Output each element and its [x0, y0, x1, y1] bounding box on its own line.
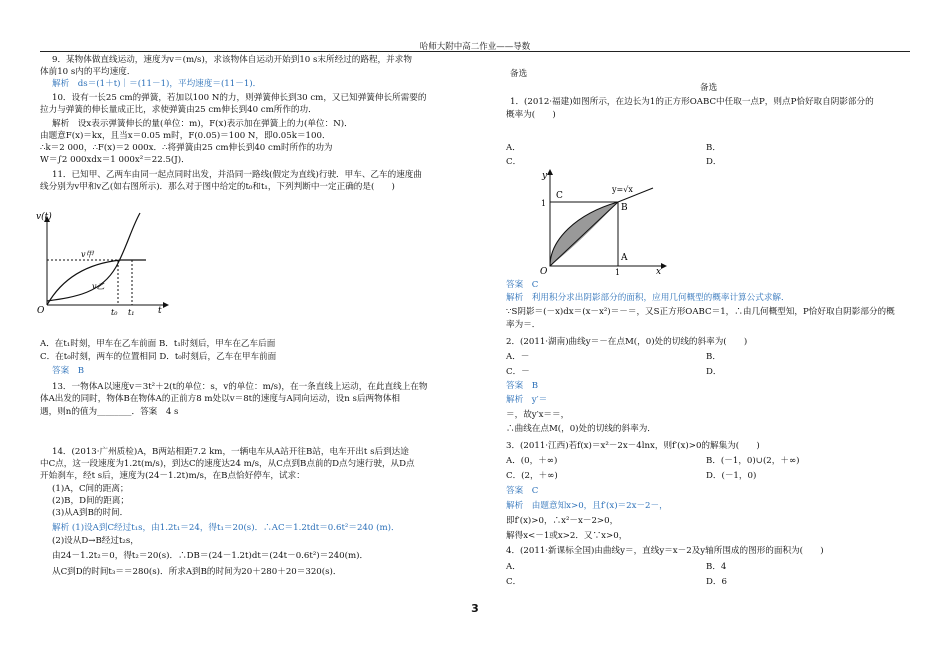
text-line: 9．某物体做直线运动，速度为v＝(m/s)，求该物体自运动开始到10 s末所经过的路程，并求物	[52, 55, 412, 65]
text-line: 中C点，这一段速度为1.2t(m/s)，到达C的速度达24 m/s，从C点到B点前的D点匀速行驶，从D点	[40, 459, 415, 469]
axis-label-v: v(t)	[36, 212, 52, 222]
option-c: C．(2，＋∞)	[506, 471, 558, 481]
square-figure	[538, 168, 670, 278]
option-d: D．6	[706, 577, 727, 587]
text-line: 线分别为v甲和v乙(如右图所示)．那么对于图中给定的t₀和t₁，下列判断中一定正确的是( )	[40, 182, 395, 192]
solution-line: 解析 y′＝	[506, 395, 548, 405]
axis-label-t: t	[158, 306, 162, 316]
answer-line: 答案 C	[506, 280, 539, 290]
curve-label-jia: v甲	[81, 250, 94, 259]
text-line: 13．一物体A以速度v＝3t²＋2(t的单位：s，v的单位：m/s)，在一条直线上运动，在此直线上在物	[52, 382, 428, 392]
option-b: B．	[706, 352, 721, 362]
option-line: A．在t₁时刻，甲车在乙车前面 B．t₁时刻后，甲车在乙车后面	[40, 339, 276, 349]
page-header: 哈师大附中高二作业——导数	[419, 42, 531, 52]
option-b: B．4	[706, 562, 727, 572]
option-a: A．	[506, 143, 521, 153]
text-line: 遇，则n的值为________．答案 4 s	[40, 407, 179, 417]
velocity-time-figure	[36, 205, 176, 317]
option-b: B．(－1，0)∪(2，＋∞)	[706, 456, 800, 466]
header-rule	[40, 51, 910, 52]
text-line: 由24－1.2t₂＝0，得t₂＝20(s)．∴DB＝(24－1.2t)dt＝(24t－0.6t²)＝240(m)．	[52, 551, 369, 561]
text-line: 体A出发的同时，物体B在物体A的正前方8 m处以v＝8t的速度与A同向运动，设n s后两物体相	[40, 394, 400, 404]
axis-label-y: y	[542, 171, 548, 181]
section-title: 备选	[700, 83, 718, 93]
text-line: 10．设有一长25 cm的弹簧，若加以100 N的力，则弹簧伸长到30 cm，又已知弹簧伸长所需要的	[52, 93, 427, 103]
text-line: 由题意F(x)＝kx，且当x＝0.05 m时，F(0.05)＝100 N，即0.05k＝100．	[40, 131, 331, 141]
point-b-label: B	[621, 203, 628, 213]
text-line: 即f′(x)>0，∴x²－x－2>0，	[506, 516, 619, 526]
text-line: ∴k＝2 000，∴F(x)＝2 000x．∴将弹簧由25 cm伸长到40 cm时所作的功为	[40, 143, 333, 153]
option-c: C．	[506, 157, 522, 167]
origin-label: O	[37, 306, 45, 316]
option-c: C．－	[506, 367, 530, 377]
text-line: ＝，故y′x＝＝，	[506, 410, 570, 420]
text-line: 14．(2013·广州质检)A，B两站相距7.2 km，一辆电车从A站开往B站，电车开出t s后到达途	[52, 447, 409, 457]
text-line: 11．已知甲、乙两车由同一起点同时出发，并沿同一路线(假定为直线)行驶．甲车、乙车的速度曲	[52, 170, 422, 180]
option-d: D．	[706, 367, 722, 377]
text-line: W＝∫2 000xdx＝1 000x²＝22.5(J)．	[40, 155, 190, 165]
text-line: (2)设从D→B经过t₂s，	[52, 536, 139, 546]
y-tick-1: 1	[541, 199, 547, 208]
solution-line: 解析 设x表示弹簧伸长的量(单位：m)，F(x)表示加在弹簧上的力(单位：N)．	[52, 119, 353, 129]
solution-line: 解析 (1)设A到C经过t₁s，由1.2t₁＝24，得t₁＝20(s)．∴AC＝1.2tdt＝0.6t²＝240 (m)．	[52, 523, 400, 533]
origin-label: O	[540, 267, 548, 277]
section-label: 备选	[510, 69, 528, 79]
text-line: (1)A，C间的距离；	[52, 484, 129, 494]
option-line: C．在t₀时刻，两车的位置相同 D．t₀时刻后，乙车在甲车前面	[40, 352, 277, 362]
point-a-label: A	[621, 253, 628, 263]
curve-equation: y=√x	[612, 185, 633, 194]
text-line: ∵S阴影＝(－x)dx＝(x－x²)＝－＝，又S正方形OABC＝1，∴由几何概型知，P恰好取自阴影部分的概	[506, 307, 895, 317]
text-line: 4．(2011·新课标全国)由曲线y＝，直线y＝x－2及y轴所围成的图形的面积为( )	[506, 546, 824, 556]
text-line: 率为＝．	[506, 320, 541, 330]
text-line: 概率为( )	[506, 110, 556, 120]
option-b: B．	[706, 143, 721, 153]
axis-label-x: x	[656, 267, 662, 277]
text-line: 3．(2011·江西)若f(x)＝x²－2x－4lnx，则f′(x)>0的解集为( )	[506, 441, 760, 451]
option-a: A．－	[506, 352, 530, 362]
answer-line: 答案 B	[506, 381, 539, 391]
answer-line: 答案 C	[506, 486, 539, 496]
t1-label: t₁	[128, 308, 135, 317]
answer-line: 答案 B	[52, 366, 85, 376]
page-number: 3	[471, 602, 479, 615]
x-tick-1: 1	[615, 268, 621, 277]
text-line: 拉力与弹簧的伸长量成正比，求使弹簧由25 cm伸长到40 cm所作的功．	[40, 105, 317, 115]
text-line: 2．(2011·湖南)曲线y＝－在点M(，0)处的切线的斜率为( )	[506, 337, 748, 347]
option-d: D．(－1，0)	[706, 471, 757, 481]
option-a: A．	[506, 562, 521, 572]
text-line: 从C到D的时间t₃＝＝280(s)．所求A到B的时间为20＋280＋20＝320(s)．	[52, 567, 342, 577]
text-line: (3)从A到B的时间．	[52, 508, 129, 518]
solution-line: 解析 由题意知x>0，且f′(x)＝2x－2－，	[506, 501, 668, 511]
text-line: 开始刹车，经t s后，速度为(24－1.2t)m/s，在B点恰好停车，试求：	[40, 471, 305, 481]
option-a: A．(0，＋∞)	[506, 456, 558, 466]
solution-line: 解析 利用积分求出阴影部分的面积，应用几何概型的概率计算公式求解．	[506, 293, 790, 303]
curve-label-yi: v乙	[92, 282, 105, 291]
solution-line: 解析 ds＝(1＋t)｜＝(11－1)，平均速度＝(11－1)．	[52, 79, 262, 89]
option-d: D．	[706, 157, 722, 167]
text-line: ∴曲线在点M(，0)处的切线的斜率为．	[506, 424, 656, 434]
text-line: 体前10 s内的平均速度．	[40, 67, 136, 77]
text-line: (2)B，D间的距离；	[52, 496, 129, 506]
option-c: C．	[506, 577, 522, 587]
point-c-label: C	[556, 191, 563, 201]
text-line: 解得x<－1或x>2．又∵x>0，	[506, 531, 628, 541]
text-line: 1．(2012·福建)如图所示，在边长为1的正方形OABC中任取一点P，则点P恰好取自阴影部分的	[510, 97, 874, 107]
t0-label: t₀	[111, 308, 118, 317]
